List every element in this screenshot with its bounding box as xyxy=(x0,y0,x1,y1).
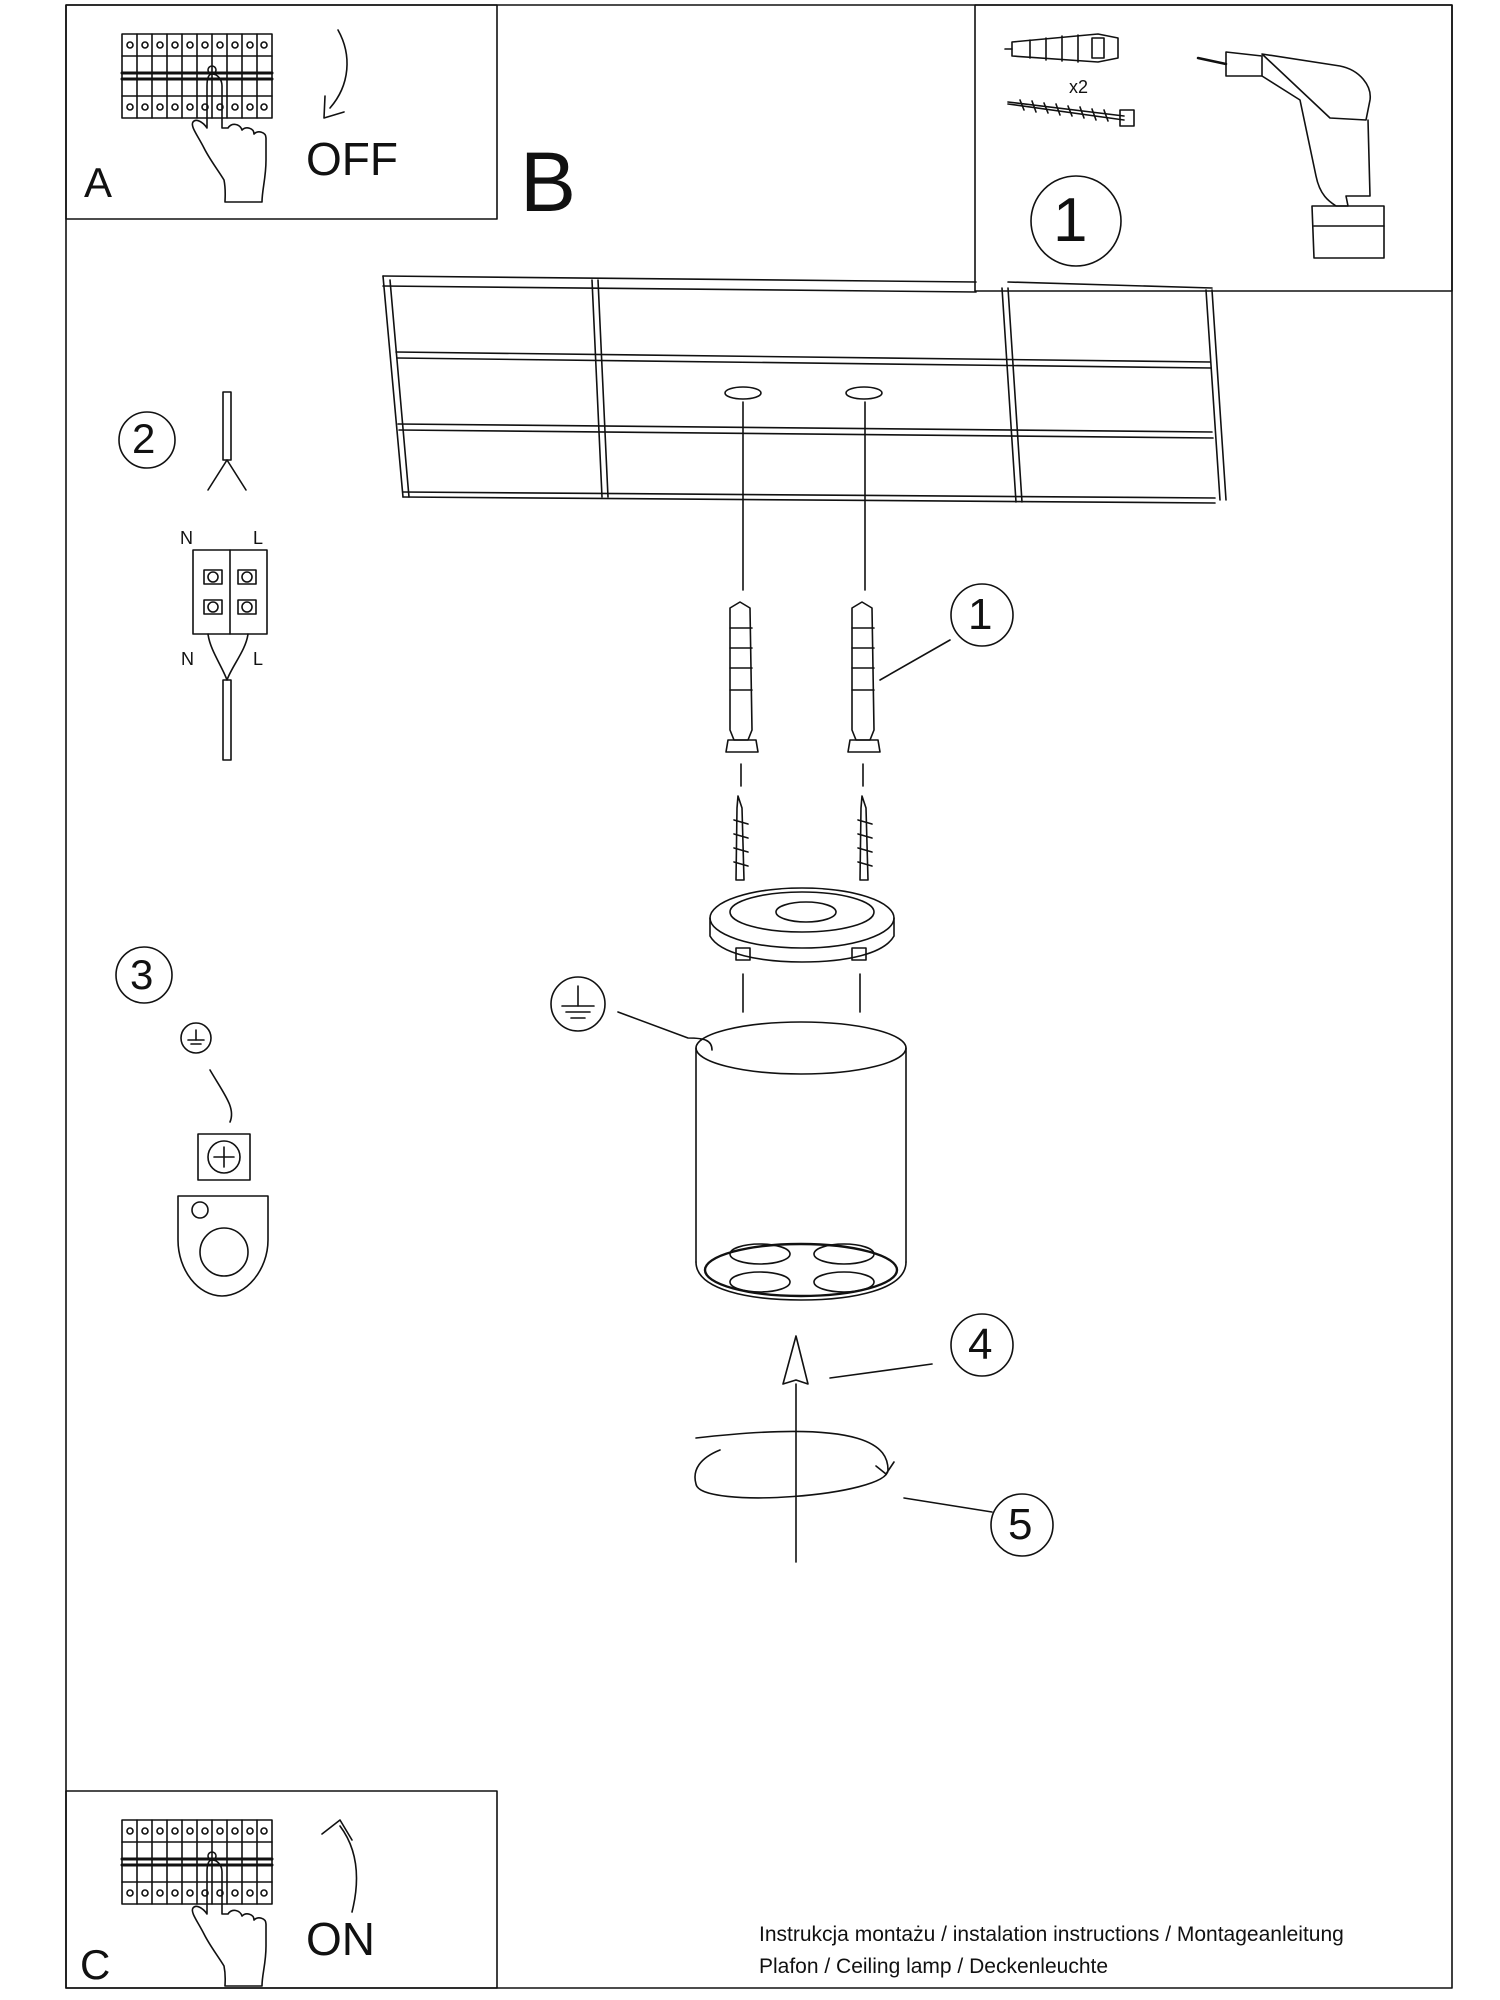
wall-plug-icon xyxy=(726,602,880,786)
panel-c xyxy=(66,1791,497,1988)
ground-symbol-icon xyxy=(551,977,712,1050)
step-5-number: 5 xyxy=(1008,1500,1033,1549)
kit-step-number: 1 xyxy=(1053,186,1088,255)
wire-l-bottom: L xyxy=(253,649,264,669)
panel-kit xyxy=(975,5,1452,291)
drill-icon xyxy=(1198,52,1384,258)
kit-multiplier: x2 xyxy=(1069,77,1089,97)
hand-icon xyxy=(192,74,266,202)
breaker-panel-icon xyxy=(122,34,272,118)
step-1-number: 1 xyxy=(968,590,993,639)
panel-b-letter: B xyxy=(520,135,577,229)
hand-icon xyxy=(192,1860,266,1986)
panel-a-state: OFF xyxy=(306,133,398,185)
step-2-number: 2 xyxy=(132,415,156,462)
outer-frame xyxy=(66,5,1452,1988)
wire-n-bottom: N xyxy=(181,649,194,669)
panel-a-letter: A xyxy=(84,159,113,206)
wire-n-top: N xyxy=(180,528,193,548)
ground-clamp-icon xyxy=(116,947,268,1296)
wall-plug-icon xyxy=(1005,34,1118,62)
curved-arrow-icon xyxy=(324,30,347,118)
panel-c-letter: C xyxy=(80,1941,111,1988)
step-4-number: 4 xyxy=(968,1320,993,1369)
wire-l-top: L xyxy=(253,528,264,548)
rotation-arrow-icon xyxy=(695,1336,992,1562)
screw-icon xyxy=(734,796,872,880)
panel-c-state: ON xyxy=(306,1913,375,1965)
step-3-number: 3 xyxy=(130,951,154,998)
panel-a xyxy=(66,5,497,219)
breaker-panel-icon xyxy=(122,1820,272,1904)
footer-line-2: Plafon / Ceiling lamp / Deckenleuchte xyxy=(759,1955,1109,1978)
curved-arrow-icon xyxy=(322,1820,356,1912)
lamp-cylinder-icon xyxy=(696,1022,906,1300)
mounting-bracket-icon xyxy=(710,888,894,1012)
ceiling-icon xyxy=(383,276,1226,590)
screw-icon xyxy=(1008,100,1134,126)
footer-line-1: Instrukcja montażu / instalation instructions / Montageanleitung xyxy=(759,1923,1344,1946)
